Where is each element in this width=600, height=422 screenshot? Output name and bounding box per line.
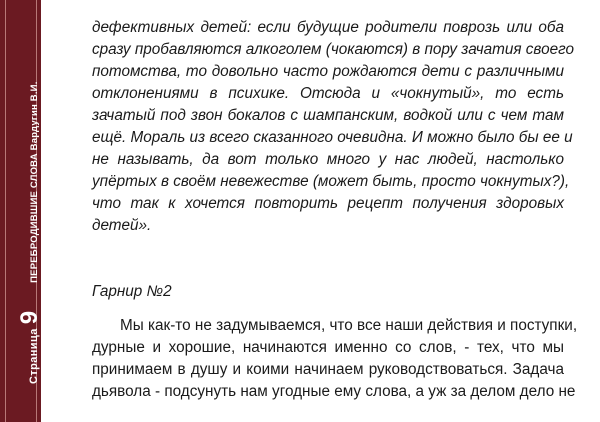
- text-line: детей».: [92, 217, 152, 234]
- text-line: дурные и хорошие, начинаются именно со слов, - тех, что мы: [92, 339, 564, 356]
- text-line: дьявола - подсунуть нам угодные ему слова, а уж за делом дело не: [92, 383, 576, 400]
- text-line: что так к хочется повторить рецепт получения здоровых: [92, 195, 564, 212]
- text-line: дефективных детей: если будущие родители поврозь или оба: [92, 19, 564, 36]
- text-line: Мы как-то не задумываемся, что все наши действия и поступки,: [120, 317, 578, 334]
- text-line: упёртых в своём невежестве (может быть, просто чокнутых?),: [92, 173, 570, 190]
- text-line: ещё. Мораль из всего сказанного очевидна. И можно было бы ее и: [92, 129, 573, 146]
- text-line: принимаем в душу и коими начинаем руководствоваться. Задача: [92, 361, 564, 378]
- page-number: 9: [16, 310, 43, 325]
- page-content: [92, 17, 578, 403]
- quote-paragraph: [92, 17, 574, 237]
- page-label: Страница: [28, 328, 40, 384]
- text-line: отклонениями в психике. Отсюда и «чокнутый», то есть: [92, 85, 564, 102]
- sidebar-text: [16, 81, 43, 384]
- text-line: зачатый под звон бокалов с шампанским, водкой или с чем там: [92, 107, 564, 124]
- text-line: сразу пробавляются алкоголем (чокаются) в пору зачатия своего: [92, 41, 574, 58]
- body-paragraph: [92, 315, 578, 403]
- running-header-title: ПЕРЕБРОДИВШИЕ СЛОВА Вардугин В.И.: [29, 81, 40, 283]
- text-line: не называть, да вот только много у нас людей, настолько: [92, 151, 564, 168]
- sidebar-band: [0, 0, 41, 422]
- section-heading: Гарнир №2: [92, 283, 172, 300]
- text-line: потомства, то довольно часто рождаются дети с различными: [92, 63, 564, 80]
